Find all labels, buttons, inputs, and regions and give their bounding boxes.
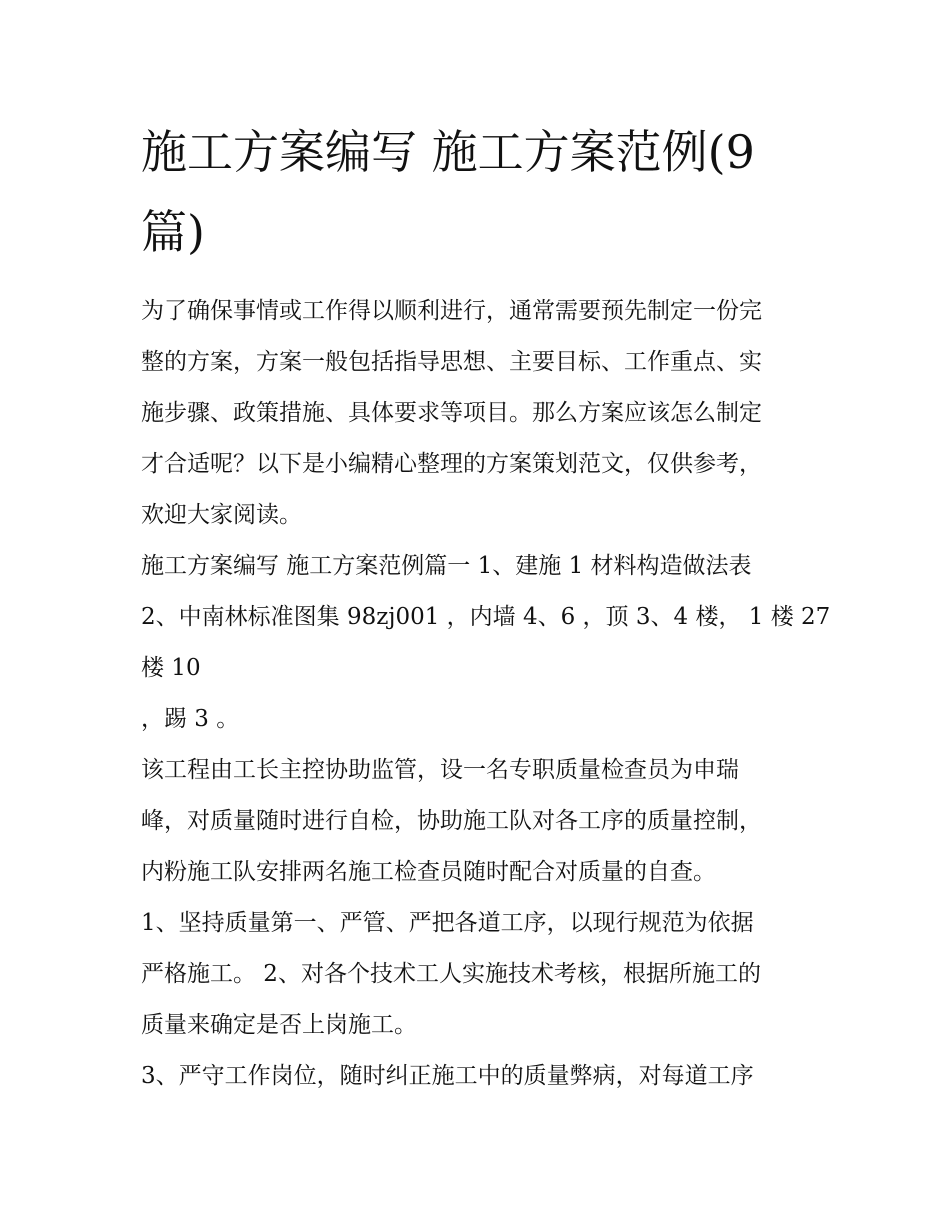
quality-rules-paragraph [141, 898, 821, 1051]
title-line-1: 施工方案编写 施工方案范例(9 [141, 125, 755, 179]
text-line: 2、中南林标准图集 98zj001 ，内墙 4、6 ，顶 3、4 楼， 1 楼 27 [141, 604, 831, 630]
supervision-paragraph [141, 745, 821, 898]
intro-paragraph [141, 286, 821, 541]
text-line: 质量来确定是否上岗施工。 [141, 1012, 417, 1038]
text-line: 整的方案，方案一般包括指导思想、主要目标、工作重点、实 [141, 349, 762, 375]
document-page [141, 112, 831, 1102]
text-line: 该工程由工长主控协助监管，设一名专职质量检查员为申瑞 [141, 757, 739, 783]
text-line: 欢迎大家阅读。 [141, 502, 302, 528]
duty-paragraph [141, 1051, 821, 1102]
text-line: 施步骤、政策措施、具体要求等项目。那么方案应该怎么制定 [141, 400, 762, 426]
text-line: 内粉施工队安排两名施工检查员随时配合对质量的自查。 [141, 859, 716, 885]
title-line-2: 篇) [141, 205, 205, 259]
text-line: 才合适呢？以下是小编精心整理的方案策划范文，仅供参考， [141, 451, 762, 477]
text-line: 1、坚持质量第一、严管、严把各道工序，以现行规范为依据 [141, 910, 754, 936]
document-title [141, 112, 821, 272]
text-line: ，踢 3 。 [141, 706, 240, 732]
text-line: 严格施工。 2、对各个技术工人实施技术考核，根据所施工的 [141, 961, 761, 987]
text-line: 峰，对质量随时进行自检，协助施工队对各工序的质量控制， [141, 808, 762, 834]
text-line: 为了确保事情或工作得以顺利进行，通常需要预先制定一份完 [141, 298, 762, 324]
example-one-paragraph [141, 541, 831, 745]
text-line: 施工方案编写 施工方案范例篇一 1、建施 1 材料构造做法表 [141, 553, 752, 579]
text-line: 楼 10 [141, 655, 201, 681]
text-line: 3、严守工作岗位，随时纠正施工中的质量弊病，对每道工序 [141, 1063, 754, 1089]
